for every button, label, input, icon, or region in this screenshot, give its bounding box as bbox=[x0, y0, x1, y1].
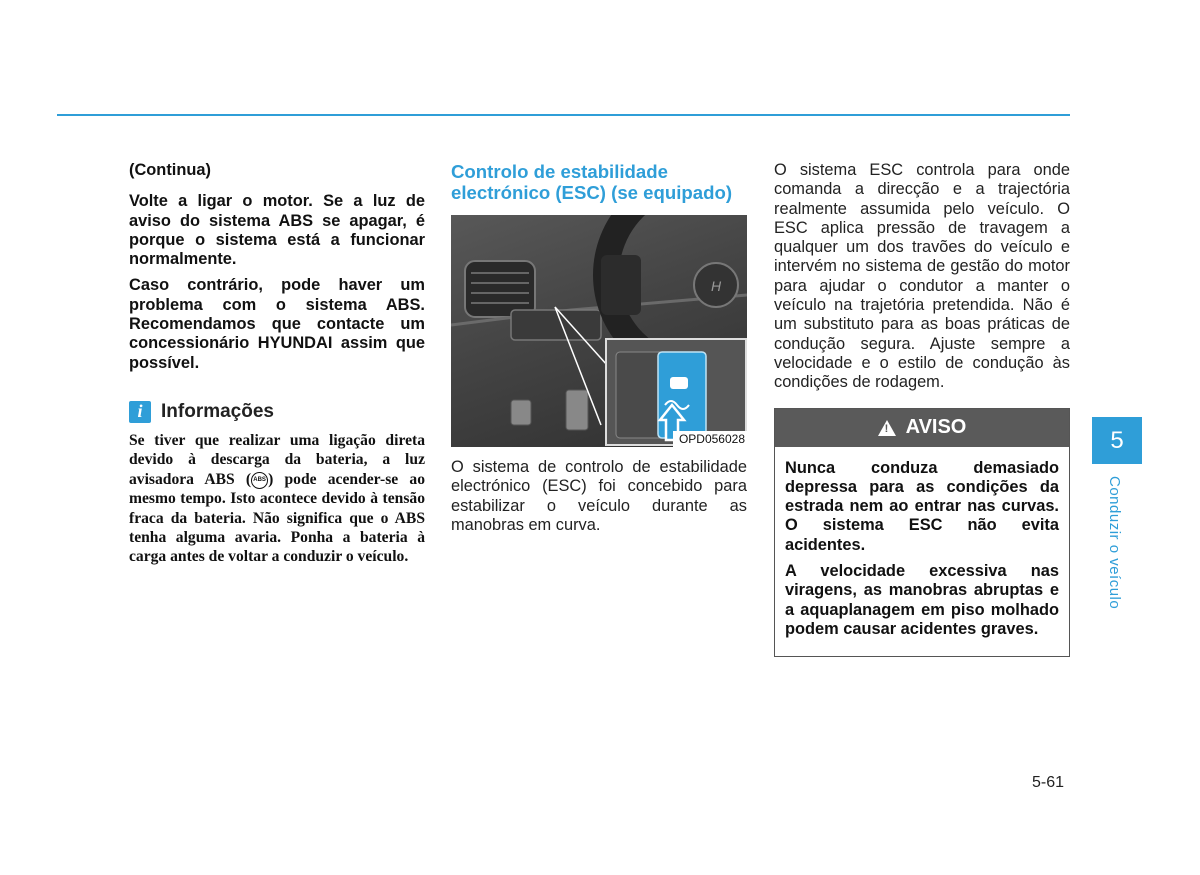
esc-button-figure bbox=[451, 215, 747, 447]
section-title: Controlo de estabilidade electrónico (ESC) (se equipado) bbox=[451, 161, 733, 203]
chapter-label: Conduzir o veículo bbox=[1106, 476, 1123, 610]
warning-box bbox=[774, 408, 1070, 658]
chapter-tab: 5 bbox=[1092, 417, 1142, 464]
warning-triangle-icon: ! bbox=[878, 420, 896, 436]
info-heading bbox=[129, 401, 425, 423]
continued-label: (Continua) bbox=[129, 161, 211, 179]
info-text-post: ) pode acender-se ao mesmo tempo. Isto acontece devido à tensão fraca da bateria. Não significa que o ABS tenha alguma avaria. Ponha a bateria à carga antes de voltar a conduzir o veículo. bbox=[129, 470, 425, 566]
info-icon: i bbox=[129, 401, 151, 423]
warning-title: AVISO bbox=[905, 416, 967, 439]
top-rule bbox=[57, 114, 1070, 116]
abs-dealer-paragraph: Caso contrário, pode haver um problema com o sistema ABS. Recomendamos que contacte um concessionário HYUNDAI assim que possível. bbox=[129, 276, 425, 372]
warning-body bbox=[775, 447, 1069, 657]
pedal-accelerator bbox=[566, 390, 588, 430]
esc-intro-paragraph: O sistema de controlo de estabilidade electrónico (ESC) foi concebido para estabilizar o veículo durante as manobras em curva. bbox=[451, 458, 747, 534]
air-vent bbox=[465, 261, 535, 317]
page-number: 5-61 bbox=[1032, 774, 1065, 791]
brand-emblem: H bbox=[710, 278, 722, 294]
warning-paragraph-2: A velocidade excessiva nas viragens, as manobras abruptas e a aquaplanagem em piso molhado podem causar acidentes graves. bbox=[785, 562, 1059, 638]
info-title: Informações bbox=[161, 400, 274, 422]
column-middle bbox=[451, 161, 747, 535]
abs-restart-paragraph: Volte a ligar o motor. Se a luz de aviso do sistema ABS se apagar, é porque o sistema está a funcionar normalmente. bbox=[129, 192, 425, 269]
warning-paragraph-1: Nunca conduza demasiado depressa para as condições da estrada nem ao entrar nas curvas. O sistema ESC não evita acidentes. bbox=[785, 458, 1059, 554]
column-right bbox=[774, 161, 1070, 657]
dashboard-illustration bbox=[451, 215, 747, 447]
switch-bank bbox=[511, 310, 601, 340]
info-text-pre: Se tiver que realizar uma ligação direta devido à descarga da bateria, a luz avisadora ABS ( bbox=[129, 431, 425, 488]
steering-column bbox=[601, 255, 641, 315]
figure-code: OPD056028 bbox=[673, 431, 747, 447]
abs-warning-icon: ABS bbox=[251, 472, 268, 489]
esc-description-paragraph: O sistema ESC controla para onde comanda a direcção e a trajectória realmente assumida pelo veículo. O ESC aplica pressão de travagem a qualquer um dos travões do veículo e intervém no sistema de gestão do motor para ajudar o condutor a manter o veículo na trajetória pretendida. Não é um substituto para as boas práticas de condução segura. Ajuste sempre a velocidade e o estilo de condução às condições de rodagem. bbox=[774, 161, 1070, 392]
pedal-brake bbox=[511, 400, 531, 425]
info-paragraph bbox=[129, 431, 425, 567]
column-left bbox=[129, 161, 425, 567]
warning-header bbox=[775, 409, 1069, 447]
